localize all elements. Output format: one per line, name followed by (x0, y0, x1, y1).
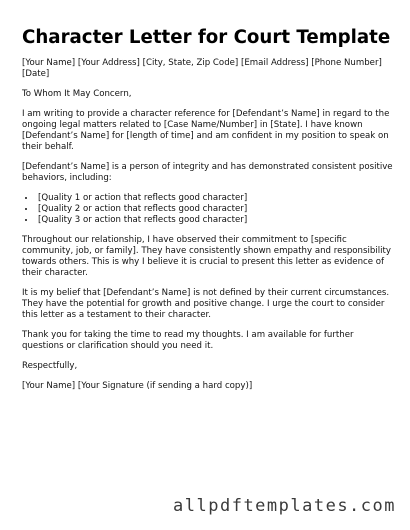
site-watermark: allpdftemplates.com (173, 496, 396, 516)
salutation: To Whom It May Concern, (22, 89, 132, 99)
qualities-list (22, 193, 394, 226)
header-line: [Your Name] [Your Address] [City, State, Zip Code] [Email Address] [Phone Number] [Date] (22, 58, 382, 79)
letter-page (22, 27, 394, 401)
sign-off: Respectfully, (22, 361, 78, 371)
list-item: • [Quality 1 or action that reflects good character] (36, 193, 394, 204)
list-item: • [Quality 3 or action that reflects good character] (36, 215, 394, 226)
document-title: Character Letter for Court Template (22, 27, 391, 48)
list-item: • [Quality 2 or action that reflects good character] (36, 204, 394, 215)
signature-line: [Your Name] [Your Signature (if sending a hard copy)] (22, 381, 253, 391)
thanks-paragraph: Thank you for taking the time to read my thoughts. I am available for further questions or clarification should you need it. (22, 330, 354, 351)
intro-paragraph: I am writing to provide a character reference for [Defendant’s Name] in regard to the ongoing legal matters related to [Case Name/Number] in [State]. I have known [Defendant’s Name] for [length of time] and am confident in my position to speak on their behalf. (22, 109, 390, 152)
belief-paragraph: It is my belief that [Defendant’s Name] is not defined by their current circumstances. They have the potential for growth and positive change. I urge the court to consider this letter as a testament to their character. (22, 288, 390, 320)
qualities-intro-paragraph: [Defendant’s Name] is a person of integrity and has demonstrated consistent positive behaviors, including: (22, 162, 393, 183)
relationship-paragraph: Throughout our relationship, I have observed their commitment to [specific community, job, or family]. They have consistently shown empathy and responsibility towards others. This is why I believe it is crucial to present this letter as evidence of their character. (22, 235, 391, 278)
